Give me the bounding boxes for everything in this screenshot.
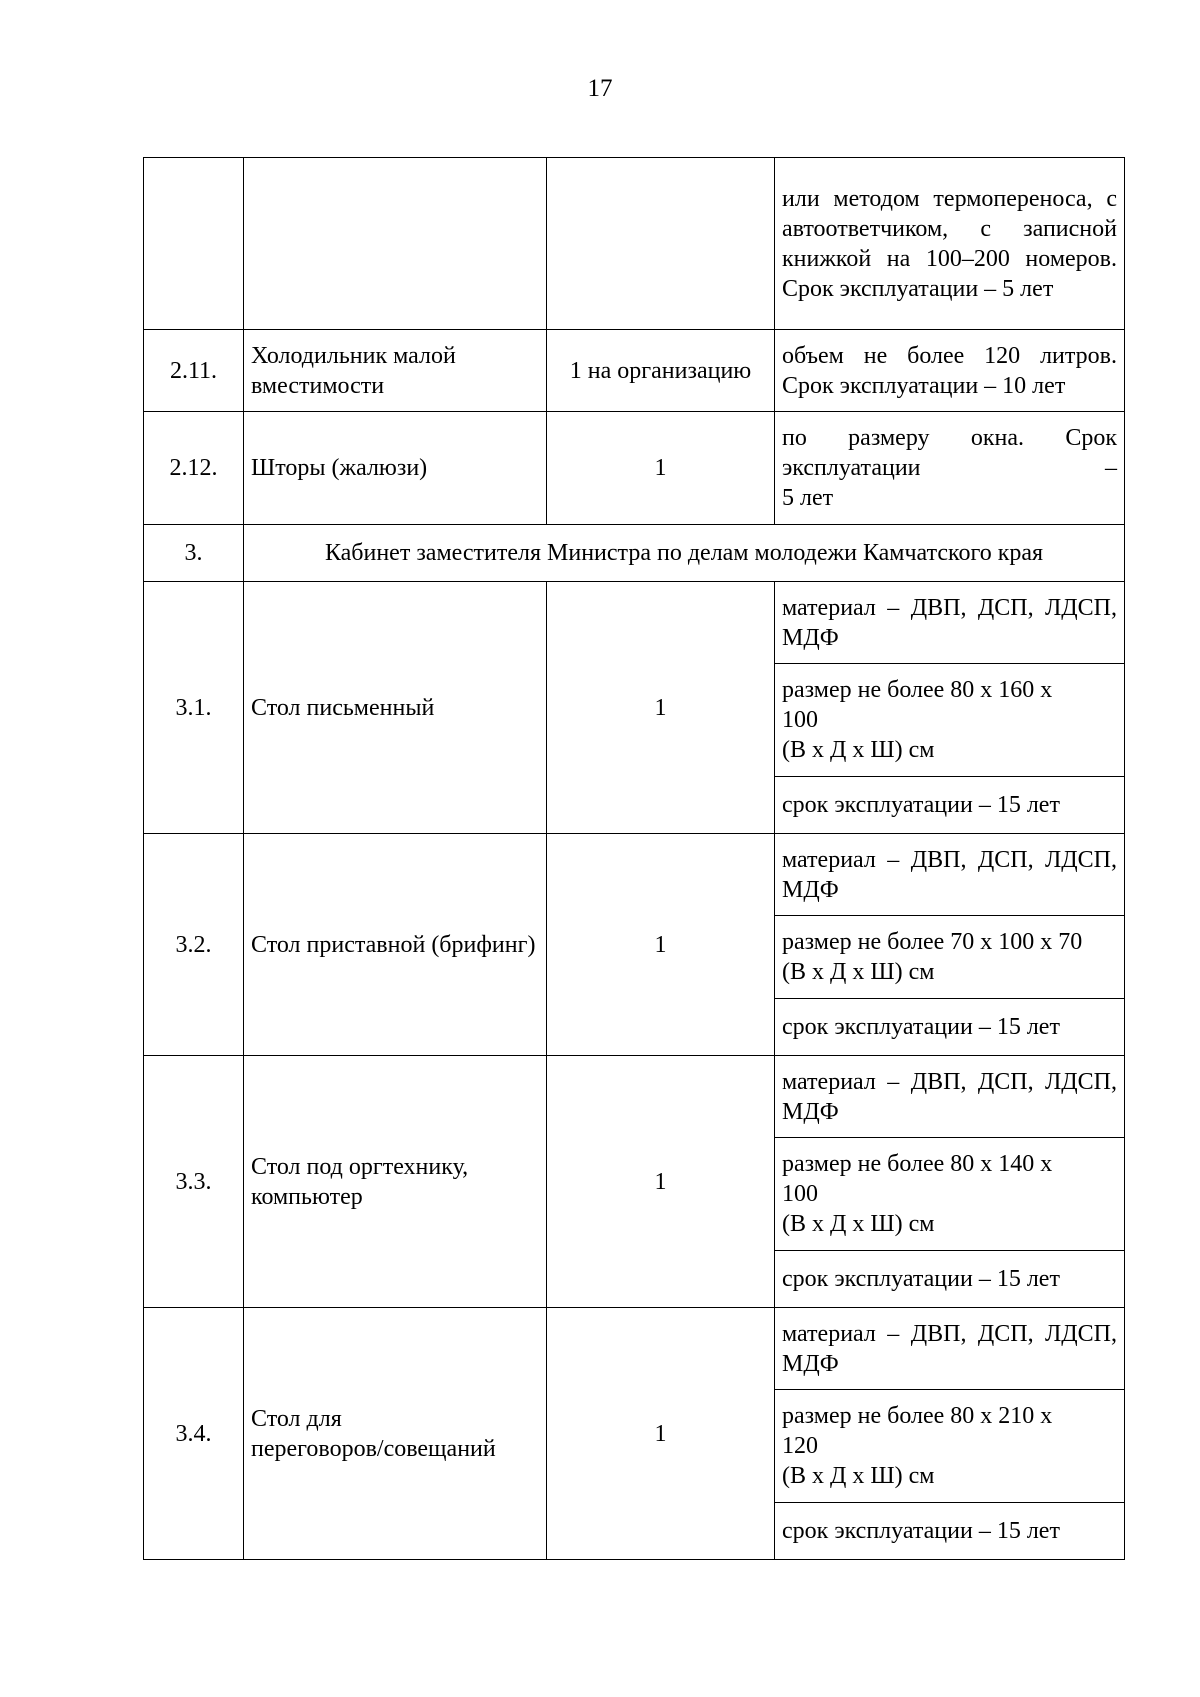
spec-term: срок эксплуатации – 15 лет (775, 999, 1125, 1056)
row-spec-cell: или методом термопереноса, с автоответчиком, с записной книжкой на 100–200 номеров. Срок эксплуатации – 5 лет (775, 158, 1125, 330)
table-row (144, 834, 1125, 916)
row-number: 3.3. (144, 1056, 244, 1308)
table-row (144, 330, 1125, 412)
section-number: 3. (144, 525, 244, 582)
spec-line: 120 (782, 1433, 818, 1459)
spec-line: 5 лет (782, 485, 834, 511)
row-name: Шторы (жалюзи) (244, 412, 547, 525)
row-quantity: 1 (547, 1056, 775, 1308)
row-number: 2.12. (144, 412, 244, 525)
spec-term: срок эксплуатации – 15 лет (775, 1251, 1125, 1308)
spec-size (775, 916, 1125, 999)
row-number-cell (144, 158, 244, 330)
row-number: 3.2. (144, 834, 244, 1056)
spec-line: размер не более 80 х 210 х (782, 1403, 1053, 1429)
row-number: 2.11. (144, 330, 244, 412)
spec-line: (В х Д х Ш) см (782, 959, 935, 985)
row-name: Холодильник малой вместимости (244, 330, 547, 412)
table-row (144, 582, 1125, 664)
spec-line: 100 (782, 707, 818, 733)
spec-material: материал – ДВП, ДСП, ЛДСП, МДФ (775, 582, 1125, 664)
table-row (144, 412, 1125, 525)
row-number: 3.1. (144, 582, 244, 834)
table-row (144, 158, 1125, 330)
spec-size (775, 1138, 1125, 1251)
row-quantity: 1 (547, 1308, 775, 1560)
row-spec (775, 412, 1125, 525)
row-quantity: 1 (547, 582, 775, 834)
row-quantity: 1 на организацию (547, 330, 775, 412)
row-number: 3.4. (144, 1308, 244, 1560)
spec-material: материал – ДВП, ДСП, ЛДСП, МДФ (775, 1308, 1125, 1390)
row-quantity: 1 (547, 412, 775, 525)
page-number: 17 (587, 75, 613, 102)
spec-size (775, 1390, 1125, 1503)
spec-line: (В х Д х Ш) см (782, 1211, 935, 1237)
spec-material: материал – ДВП, ДСП, ЛДСП, МДФ (775, 834, 1125, 916)
row-name: Стол письменный (244, 582, 547, 834)
spec-line: по размеру окна. Срок эксплуатации – (782, 425, 1117, 481)
row-quantity-cell (547, 158, 775, 330)
row-name-cell (244, 158, 547, 330)
spec-line: размер не более 70 х 100 х 70 (782, 929, 1083, 955)
name-line: переговоров/совещаний (251, 1435, 496, 1462)
spec-size (775, 664, 1125, 777)
spec-material: материал – ДВП, ДСП, ЛДСП, МДФ (775, 1056, 1125, 1138)
section-header-row (144, 525, 1125, 582)
row-name: Стол под оргтехнику, компьютер (244, 1056, 547, 1308)
row-quantity: 1 (547, 834, 775, 1056)
spec-line: размер не более 80 х 160 х (782, 677, 1053, 703)
table-row (144, 1308, 1125, 1390)
row-name: Стол приставной (брифинг) (244, 834, 547, 1056)
spec-line: 100 (782, 1181, 818, 1207)
requirements-table (143, 157, 1125, 1560)
spec-term: срок эксплуатации – 15 лет (775, 1503, 1125, 1560)
section-title: Кабинет заместителя Министра по делам молодежи Камчатского края (244, 525, 1125, 582)
spec-line: (В х Д х Ш) см (782, 737, 935, 763)
spec-line: (В х Д х Ш) см (782, 1463, 935, 1489)
spec-line: размер не более 80 х 140 х (782, 1151, 1053, 1177)
table-row (144, 1056, 1125, 1138)
row-spec: объем не более 120 литров. Срок эксплуатации – 10 лет (775, 330, 1125, 412)
row-name (244, 1308, 547, 1560)
name-line: Стол для (251, 1405, 342, 1432)
spec-term: срок эксплуатации – 15 лет (775, 777, 1125, 834)
